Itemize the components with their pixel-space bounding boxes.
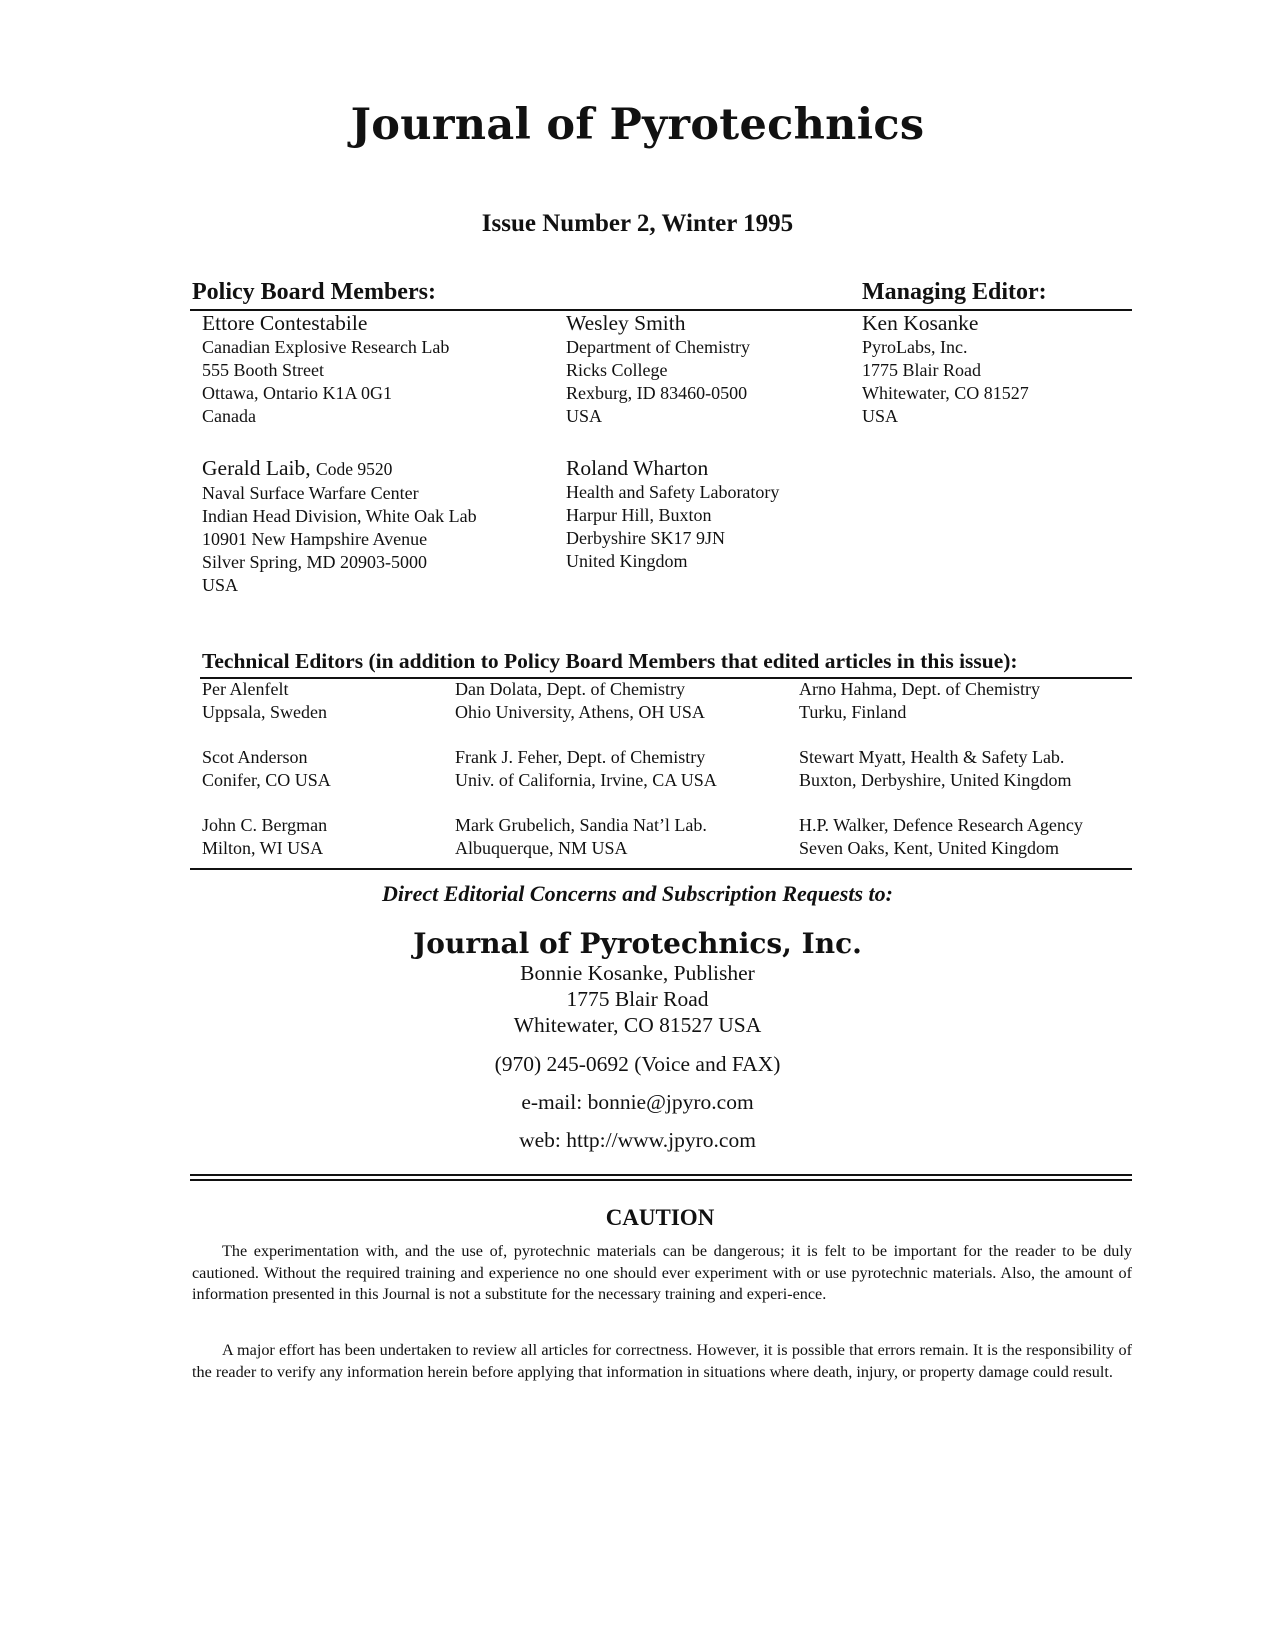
editor-name: Frank J. Feher, Dept. of Chemistry [455, 747, 706, 767]
member-address-line: Health and Safety Laboratory [566, 482, 780, 502]
member-address-line: 555 Booth Street [202, 360, 324, 380]
editor-name: John C. Bergman [202, 815, 328, 835]
editor-location: Albuquerque, NM USA [455, 838, 628, 858]
caution-paragraph: A major effort has been undertaken to review all articles for correctness. However, it is possible that errors remain. It is the responsibility of the reader to verify any information herein before applying that information in situations where death, injury, or property damage could result. [192, 1341, 1132, 1381]
editor-address-line: PyroLabs, Inc. [862, 337, 968, 357]
policy-board-heading: Policy Board Members: [192, 279, 436, 305]
managing-editor [862, 310, 1122, 428]
editor-location: Milton, WI USA [202, 838, 324, 858]
technical-editor [455, 746, 785, 792]
editor-location: Ohio University, Athens, OH USA [455, 702, 705, 722]
member-name: Ettore Contestabile [202, 311, 368, 335]
managing-editor-heading: Managing Editor: [862, 279, 1047, 305]
member-address-line: Department of Chemistry [566, 337, 750, 357]
editor-address-line: 1775 Blair Road [862, 360, 981, 380]
policy-member [202, 310, 542, 428]
member-name: Roland Wharton [566, 456, 709, 480]
policy-member [202, 455, 542, 597]
caution-heading: CAUTION [605, 1205, 715, 1230]
member-address-line: Ottawa, Ontario K1A 0G1 [202, 383, 392, 403]
member-address-line: Canada [202, 406, 256, 426]
editor-name: Arno Hahma, Dept. of Chemistry [799, 679, 1040, 699]
member-code: Code 9520 [316, 459, 393, 479]
technical-editor [202, 814, 432, 860]
editor-location: Turku, Finland [799, 702, 907, 722]
member-address-line: Naval Surface Warfare Center [202, 483, 419, 503]
publisher-city: Whitewater, CO 81527 USA [513, 1013, 762, 1037]
member-address-line: USA [566, 406, 603, 426]
publisher-web: web: http://www.jpyro.com [519, 1128, 756, 1152]
member-address-line: Indian Head Division, White Oak Lab [202, 506, 477, 526]
member-address-line: United Kingdom [566, 551, 688, 571]
technical-editor [455, 678, 785, 724]
publisher-email: e-mail: bonnie@jpyro.com [521, 1090, 754, 1114]
editor-location: Univ. of California, Irvine, CA USA [455, 770, 717, 790]
technical-editor [455, 814, 785, 860]
member-address-line: Rexburg, ID 83460-0500 [566, 383, 748, 403]
technical-editor [799, 814, 1129, 860]
publisher-person: Bonnie Kosanke, Publisher [520, 961, 755, 985]
technical-editor [202, 746, 432, 792]
editor-name: Dan Dolata, Dept. of Chemistry [455, 679, 685, 699]
member-address-line: Silver Spring, MD 20903-5000 [202, 552, 427, 572]
editor-location: Uppsala, Sweden [202, 702, 327, 722]
editor-location: Conifer, CO USA [202, 770, 331, 790]
editor-name: Per Alenfelt [202, 679, 289, 699]
member-address-line: Canadian Explosive Research Lab [202, 337, 450, 357]
editor-name: Ken Kosanke [862, 311, 979, 335]
direct-concerns-line: Direct Editorial Concerns and Subscription Requests to: [382, 881, 893, 906]
publisher-street: 1775 Blair Road [566, 987, 709, 1011]
editor-name: Mark Grubelich, Sandia Nat’l Lab. [455, 815, 707, 835]
technical-editor [799, 678, 1129, 724]
policy-member [566, 310, 846, 428]
editor-name: Stewart Myatt, Health & Safety Lab. [799, 747, 1065, 767]
member-name: Gerald Laib, [202, 456, 311, 480]
member-name: Wesley Smith [566, 311, 686, 335]
policy-member [566, 455, 846, 573]
member-address-line: Ricks College [566, 360, 668, 380]
member-address-line: Harpur Hill, Buxton [566, 505, 712, 525]
editor-location: Buxton, Derbyshire, United Kingdom [799, 770, 1072, 790]
publisher-phone: (970) 245-0692 (Voice and FAX) [494, 1052, 781, 1076]
caution-paragraph: The experimentation with, and the use of, pyrotechnic materials can be dangerous; it is felt to be important for the reader to be duly cautioned. Without the required training and experience no one should ever experiment with or use pyrotechnic materials. Also, the amount of information presented in this Journal is not a substitute for the necessary training and experi-ence. [192, 1242, 1132, 1303]
journal-title: Journal of Pyrotechnics [350, 100, 925, 150]
member-address-line: USA [202, 575, 239, 595]
technical-editor [202, 678, 432, 724]
technical-editors-heading: Technical Editors (in addition to Policy Board Members that edited articles in this issue): [202, 649, 1018, 673]
member-address-line: Derbyshire SK17 9JN [566, 528, 725, 548]
technical-editor [799, 746, 1129, 792]
double-rule-top [190, 1174, 1132, 1176]
technical-editors-bottom-rule [190, 868, 1132, 870]
editor-address-line: Whitewater, CO 81527 [862, 383, 1029, 403]
editor-name: Scot Anderson [202, 747, 308, 767]
publisher-company: Journal of Pyrotechnics, Inc. [413, 927, 862, 960]
double-rule-bottom [190, 1179, 1132, 1181]
editor-address-line: USA [862, 406, 899, 426]
editor-name: H.P. Walker, Defence Research Agency [799, 815, 1083, 835]
member-address-line: 10901 New Hampshire Avenue [202, 529, 428, 549]
editor-location: Seven Oaks, Kent, United Kingdom [799, 838, 1059, 858]
issue-line: Issue Number 2, Winter 1995 [481, 210, 794, 237]
